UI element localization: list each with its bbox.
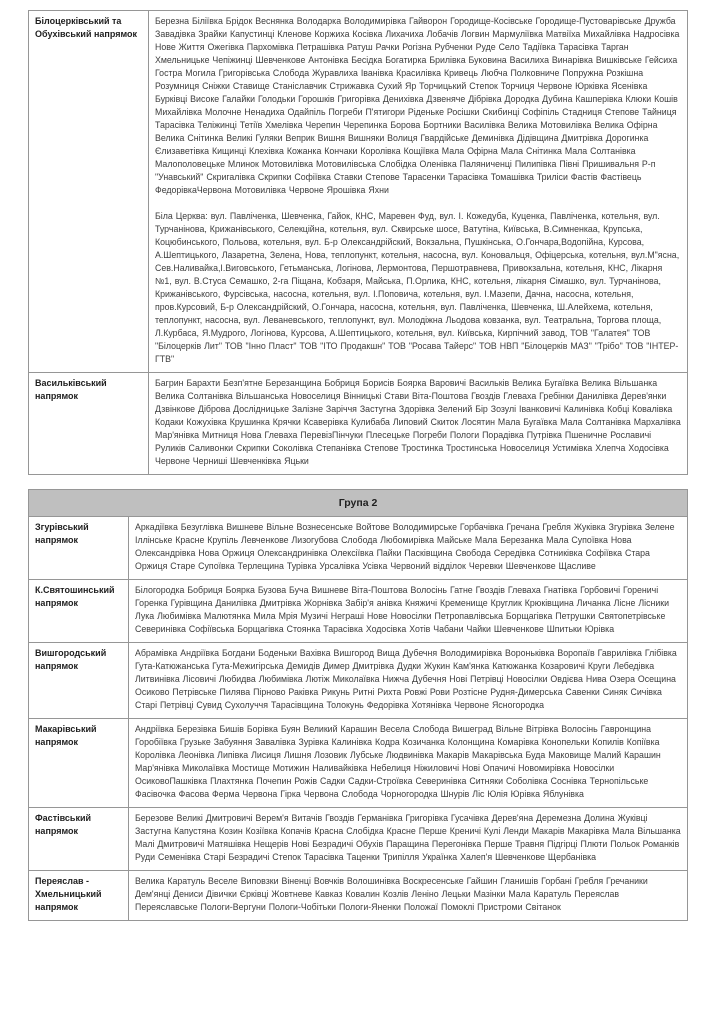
settlement-paragraph: Багрин Барахти Безп'ятне Березанщина Бобриця Борисів Боярка Варовичі Васильків Велика Бугаївка Велика Вільшанка Велика Солтанівка Вільшанська Новоселиця Вінницькі Стави Віта-Поштова Гвоздів Глеваха Гребінки Данилівка Дерев'янки Дзвінкове Діброва Дослідницьке Залізне Заріччя Застугна Здорівка Зелений Бір Зозулі Іванковичі Калинівка Кобці Ковалівка Кодаки Кожухівка Крушинка Крячки Ксаверівка Кулибаба Липовий Скиток Лосятин Мала Бугаївка Мала Солтанівка Мархалівка Мар'янівка Митниця Нова Глеваха ПеревізПінчуки Плесецьке Погреби Пологи Порадівка Путрівка Пшеничне Рославичі Руликів Саливонки Скрипки Соколівка Степанівка Степове Тростинка Тростинська Новоселиця Устимівка Хлепча Ходосівка Червоне Черниші Шевченківка Яцьки [155,378,681,466]
direction-label: Згурівський напрямок [29,517,129,580]
settlement-paragraph: Березове Великі Дмитровичі Верем'я Витачів Гвоздів Германівка Григорівка Гусачівка Дерев'яна Деремезна Долина Жуківці Застугна Капустяна Козин Козіївка Копачів Красна Слобідка Красне Перше Креничі Кулі Ленди Макарів Макарівка Мала Вільшанка Малі Дмитровичі Матяшівка Нещерів Нові Безрадичі Обухів Паращина Перегонівка Перше Травня Підгірці Плюти Польок Романків Руди Семенівка Старі Безрадичі Степок Тарасівка Таценки Трипілля Українка Халеп'я Шевченкове Щербанівка [135,813,681,862]
group1-table [28,10,688,475]
group-header-title: Група 2 [29,490,688,517]
table-row [29,643,688,719]
settlement-list [129,719,688,808]
group1-table-body [29,11,688,475]
direction-label: К.Святошинський напрямок [29,580,129,643]
table-row [29,11,688,373]
settlement-list [129,643,688,719]
group-header-row [29,490,688,517]
settlement-paragraph: Білогородка Бобриця Боярка Бузова Буча Вишневе Віта-Поштова Волосінь Гатне Гвоздів Глеваха Гнатівка Горбовичі Гореничі Горенка Гурівщина Данилівка Дмитрівка Жорнівка Забір'я анівка Княжичі Кременище Круглик Крюківщина Личанка Лісне Лісники Лука Любимівка Малютянка Мила Мрія Музичі Неграші Нове Новосілки Петропавлівська Борщагівка Петрушки Святопетрівське Северинівка Софіївська Борщагівка Стоянка Тарасівка Ходосівка Хотів Чабани Чайки Шевченкове Шпитьки Юрівка [135,585,670,634]
settlement-paragraph: Абрамівка Андріївка Богдани Боденьки Вахівка Вишгород Вища Дубечня Володимирівка Вороньківка Воропаїв Гаврилівка Глібівка Гута-Катюжанська Гута-Межигірська Демидів Димер Дмитрівка Дудки Жукин Кам'янка Катюжанка Козаровичі Круги Лебедівка Литвинівка Лісовичі Любидва Любимівка Лютіж Миколаївка Нижча Дубечня Нові Петрівці Новосілки Овдієва Нива Озера Осещина Осиково Петрівське Пилява Пірново Раківка Рикунь Ритні Рихта Ровжі Рови Розтісне Рудня-Димерська Савенки Синяк Сичівка Старі Петрівці Сувид Сухолуччя Тарасівщина Толокунь Федорівка Хотянівка Червоне Ясногородка [135,648,677,710]
table-row [29,517,688,580]
direction-label: Переяслав - Хмельницький напрямок [29,871,129,921]
direction-label: Білоцерківський та Обухівський напрямок [29,11,149,373]
settlement-list [149,373,688,475]
settlement-list [129,517,688,580]
settlement-paragraph: Андріївка Березівка Бишів Борівка Буян Великий Карашин Весела Слобода Вишеград Вільне Вітрівка Волосінь Гавронщина Горобіївка Грузьке Забуяння Завалівка Зурівка Калинівка Кодра Козичанка Колонщина Комарівка Конопельки Копилів Копіївка Королівка Леонівка Липівка Лисиця Лишня Лозовик Лубське Людвинівка Макарів Макарівська Буда Маковище Малий Карашин Мар'янівка Миколаївка Мостище Мотижин Наливайківка Небелиця Ніжиловичі Нові Опачичі Новомирівка Новосілки ОсиковоПашківка Плахтянка Почепин Рожів Садки Садки-Строївка Северинівка Ситняки Соболівка Соснівка Тернопільське Фасівочка Фасова Ферма Червона Гірка Червона Слобода Чорногородка Шнурів Ліс Юлія Юрівка Яблунівка [135,724,661,799]
settlement-list [129,580,688,643]
group2-table-body [29,490,688,921]
group2-table [28,489,688,921]
settlement-paragraph: Біла Церква: вул. Павліченка, Шевченка, Гайок, КНС, Маревен Фуд, вул. І. Кожедуба, Куценка, Павліченка, котельня, вул. Турчанінова, Крижанівського, Селекційна, котельня, вул. Сквирське шосе, Ватутіна, Київська, В.Симненкаа, Крупська, Коцюбинського, Польова, котельня, вул. Б-р Олександрійский, Вокзальна, Пушкінська, О.Гончара,Водопійна, Курсова, А.Шептицького, Лазаретна, Зелена, Нова, теплопункт, котельня, насосна, вул. Коновальця, Офіцерська, котельня, вул.М"ясна, Сев.Наливайка,І.Виговського, Гетьманська, Логінова, Лермонтова, Першотравнева, Привокзальна, котельня, КНС, Лікарня №1, вул. В.Стуса Семашко, 2-га Піщана, Кобзаря, Майська, П.Орлика, КНС, котельня, лікарня Сімашко, вул. Турчанінова, Крижанівського, Фурсівська, насосна, котельня, вул. І.Поповича, котельня, вул. І.Мазепи, Дачна, насосна, котельня, пров.Курсовий, Б-р Олександрійский, О.Гончара, насосна, котельня, вул. Павліченка, Шевченка, Ш.Алейхема, котельня, теплопункт, насосна, вул. Леваневського, теплопункт, вул. Молодіжна Льодова ковзанка, вул. Театральна, Торгова площа, Л.Курбаса, Я.Мудрого, Логінова, Курсова, А.Шептицького, котельня, вул. Київська, Кирпічний завод, ТОВ "Галатея" ТОВ "Білоцерків Лит" ТОВ "Інно Пласт" ТОВ "ІТО Продакшн" ТОВ "Росава Тайерс" ТОВ НВП "Білоцерків МАЗ" "Трібо" ТОВ "ІНТЕР-ГТВ" [155,211,680,364]
settlement-paragraph: Березна Біліївка Брідок Веснянка Володарка Володимирівка Гайворон Городище-Косівське Городище-Пустоварівське Дружба Завадівка Зрайки Капустинці Кленове Коржиха Косівка Лихачиха Лобачів Логвин Мармуліївка Матвіїха Михайлівка Надросівка Нове Життя Ожегівка Пархомівка Петрашівка Ратуш Рачки Рогізна Рубченки Руде Село Тадіївка Тарасівка Тарган Хмельницьке Чепіжинці Шевченкове Антонівка Бесідка Богатирка Брилівка Буковина Василиха Винарівка Вишківське Гейсиха Гостра Могила Григорівська Слобода Журавлиха Іванівка Красилівка Кривець Любча Полковниче Попружна Розкішна Розумниця Сніжки Ставище Станіславчик Стрижавка Сухий Яр Торчицький Степок Торчиця Червоне Юрківка Ясенівка Бурківці Високе Галайки Голодьки Горошків Григорівка Денихівка Дзвеняче Дібрівка Дородка Дубина Кашперівка Клюки Кошів Михайлівка Молочне Ненадиха Одайпіль Погреби П'ятигори Ріденьке Росішки Скибинці Софіпіль Стадниця Степове Тайниця Тарасівка Теліжинці Тетіїв Хмелівка Черепин Черепинка Борова Бортники Василівка Велика Мотовилівка Велика Офірна Велика Снітинка Великі Гуляки Веприк Вишня Вишняки Волиця Гвардійське Деминівка Дідівщина Дмитрівка Дорогинка Єлизаветівка Кищинці Клехівка Кожанка Кончаки Королівка Кощіївка Мала Офірна Мала Снітинка Мала Солтанівка Малополовецьке Млинок Мотовилівка Мотовилівська Слобідка Оленівка Паляниченці Пилипівка Півні Пришивальня Р-п "Унавський" Скригалівка Скрипки Софіївка Ставки Степове Тарасенки Тарасівка Томашівка Триліси Фастів Фастівець ФедорівкаЧервона Мотовилівка Червоне Ярошівка Яхни [155,16,680,195]
settlement-list [149,11,688,373]
table-row [29,719,688,808]
settlement-list [129,871,688,921]
direction-label: Вишгородський напрямок [29,643,129,719]
table-row [29,373,688,475]
direction-label: Васильківський напрямок [29,373,149,475]
settlement-paragraph: Велика Каратуль Веселе Виповзки Віненці Вовчків Волошинівка Воскресенське Гайшин Гланишів Горбані Гребля Гречаники Дем'янці Дениси Дівички Єрківці Жовтневе Кавказ Ковалин Козлів Леніно Лецьки Мазінки Мала Каратуль Переяслав Переяславське Пологи-Вергуни Пологи-Чобітьки Пологи-Яненки Положаї Помоклі Пристроми Світанок [135,876,648,912]
settlement-paragraph: Аркадіївка Безуглівка Вишневе Вільне Вознесенське Войтове Володимирське Горбачівка Гречана Гребля Жуківка Згурівка Зелене Іллінське Красне Крупіль Левченкове Лизогубова Слобода Любомирівка Майське Мала Березанка Мала Супоївка Нова Олександрівка Нова Оржиця Олександринівка Олексіївка Пайки Пасківщина Свобода Середівка Сотниківка Софіївка Стара Оржиця Старе Супоївка Терлещина Турівка Урсалівка Усівка Червоний відділок Черевки Шевченкове Щасливе [135,522,675,571]
table-row [29,580,688,643]
settlement-list [129,808,688,871]
table-row [29,808,688,871]
direction-label: Макарівський напрямок [29,719,129,808]
direction-label: Фастівський напрямок [29,808,129,871]
table-row [29,871,688,921]
